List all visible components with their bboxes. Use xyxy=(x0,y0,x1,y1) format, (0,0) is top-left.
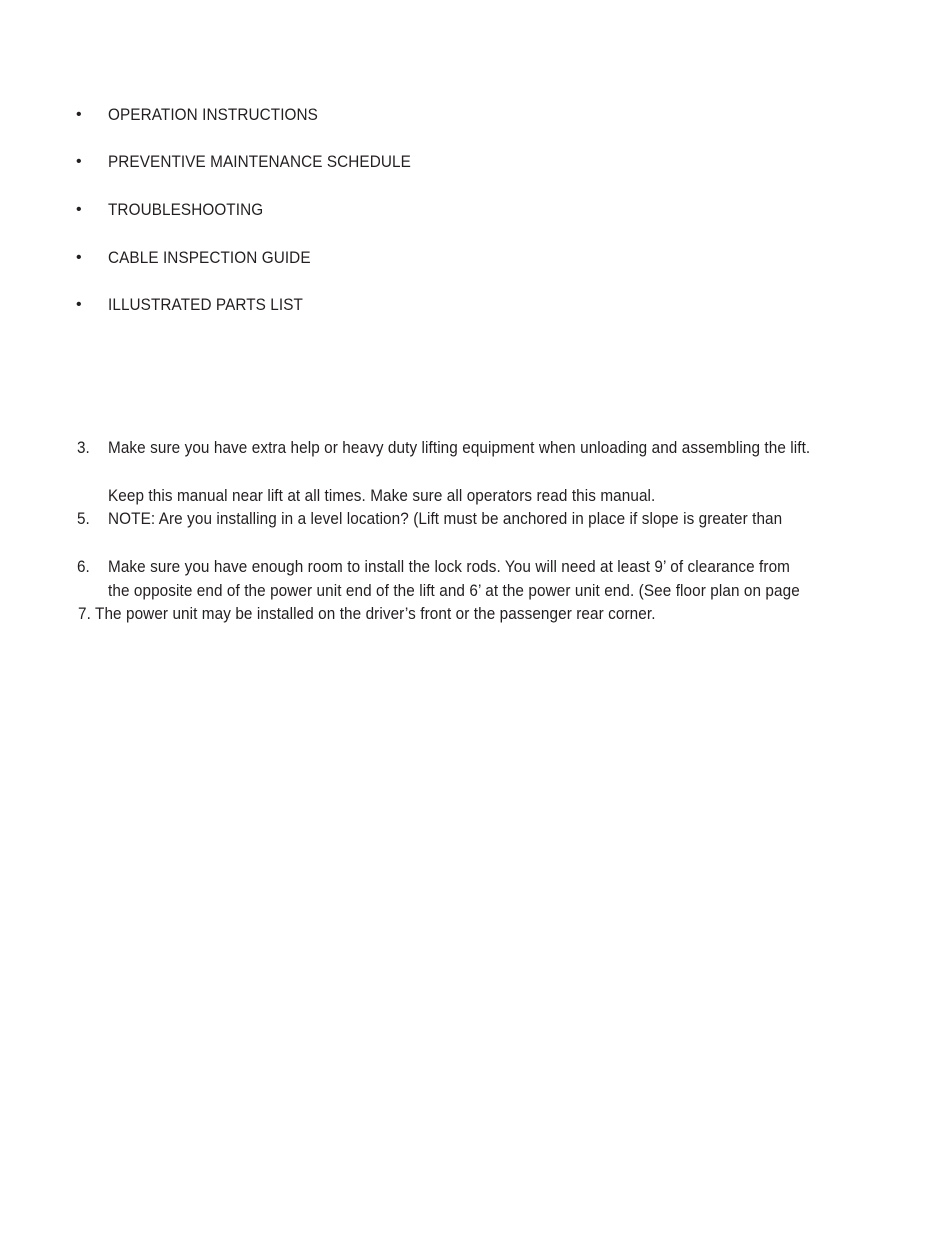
bullet-marker: • xyxy=(76,296,82,313)
bullet-marker: • xyxy=(76,106,82,123)
instruction-item-6-line-2: the opposite end of the power unit end of the lift and 6’ at the power unit end. (See floor plan on page xyxy=(108,581,800,600)
checklist-item-operation-instructions: OPERATION INSTRUCTIONS xyxy=(108,105,318,124)
checklist-item-troubleshooting: TROUBLESHOOTING xyxy=(108,200,264,219)
instruction-item-5: NOTE: Are you installing in a level location? (Lift must be anchored in place if slope is greater than xyxy=(108,509,783,528)
bullet-marker: • xyxy=(76,153,82,170)
checklist-item-maintenance-schedule: PREVENTIVE MAINTENANCE SCHEDULE xyxy=(108,152,411,171)
instruction-item-6-line-1: Make sure you have enough room to install the lock rods. You will need at least 9’ of clearance from xyxy=(108,557,791,576)
item-number: 3. xyxy=(77,438,90,457)
checklist-item-illustrated-parts-list: ILLUSTRATED PARTS LIST xyxy=(108,295,303,314)
bullet-marker: • xyxy=(76,249,82,266)
instruction-item-4: Keep this manual near lift at all times. Make sure all operators read this manual. xyxy=(108,486,656,505)
bullet-marker: • xyxy=(76,201,82,218)
item-number: 6. xyxy=(77,557,90,576)
checklist-item-cable-inspection-guide: CABLE INSPECTION GUIDE xyxy=(108,248,311,267)
instruction-item-3: Make sure you have extra help or heavy duty lifting equipment when unloading and assembling the lift. xyxy=(108,438,811,457)
item-number: 5. xyxy=(77,509,90,528)
instruction-item-7: 7. The power unit may be installed on the driver’s front or the passenger rear corner. xyxy=(78,604,656,623)
